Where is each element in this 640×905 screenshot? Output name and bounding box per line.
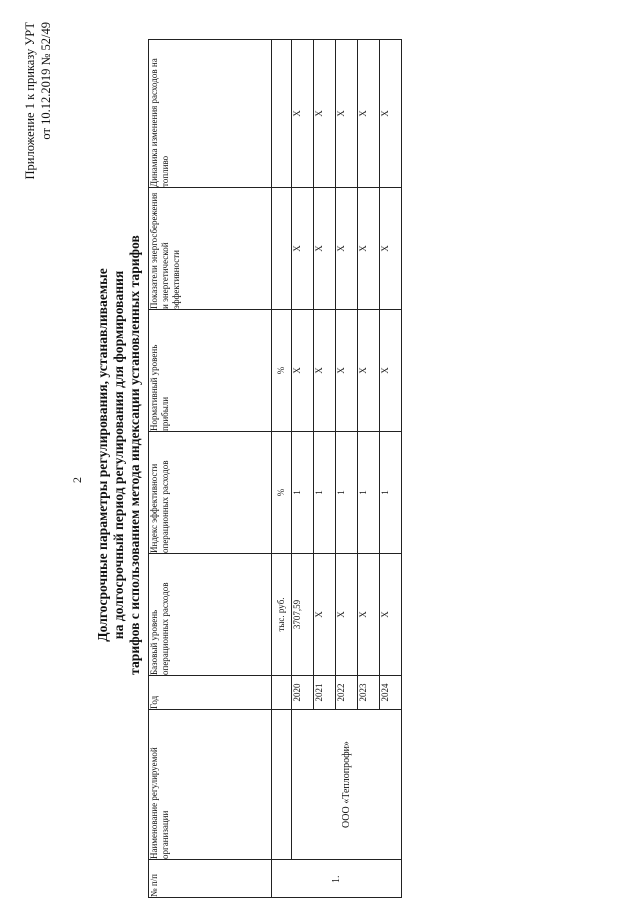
- units-org-empty: [272, 710, 292, 860]
- header-profit-level: Нормативный уровень прибыли: [149, 310, 272, 432]
- title-line-2: на долгосрочный период регулирования для формирования: [111, 270, 126, 640]
- appendix-line-2: от 10.12.2019 № 52/49: [39, 22, 53, 140]
- title-line-1: Долгосрочные параметры регулирования, устанавливаемые: [95, 268, 110, 642]
- appendix-line-1: Приложение 1 к приказу УРТ: [23, 22, 37, 180]
- efficiency-index-cell: 1: [292, 432, 314, 554]
- base-opex-cell: Х: [336, 554, 358, 676]
- header-efficiency-index: Индекс эффективности операционных расходов: [149, 432, 272, 554]
- profit-level-cell: Х: [380, 310, 402, 432]
- header-year: Год: [149, 676, 272, 710]
- year-cell: 2023: [358, 676, 380, 710]
- unit-fuel-empty: [272, 40, 292, 188]
- efficiency-index-cell: 1: [314, 432, 336, 554]
- fuel-dynamics-cell: Х: [380, 40, 402, 188]
- efficiency-index-cell: 1: [358, 432, 380, 554]
- base-opex-cell: Х: [314, 554, 336, 676]
- units-year-empty: [272, 676, 292, 710]
- units-row: [272, 40, 292, 898]
- header-num: № п/п: [149, 860, 272, 898]
- profit-level-cell: Х: [314, 310, 336, 432]
- base-opex-cell: Х: [358, 554, 380, 676]
- unit-profit-level: %: [272, 310, 292, 432]
- energy-saving-cell: Х: [292, 188, 314, 310]
- page-number: 2: [70, 477, 84, 483]
- efficiency-index-cell: 1: [336, 432, 358, 554]
- energy-saving-cell: Х: [314, 188, 336, 310]
- table-row: [292, 40, 314, 898]
- unit-base-opex: тыс. руб.: [272, 554, 292, 676]
- year-cell: 2024: [380, 676, 402, 710]
- fuel-dynamics-cell: Х: [292, 40, 314, 188]
- profit-level-cell: Х: [336, 310, 358, 432]
- header-organization: Наименование регулируемой организации: [149, 710, 272, 860]
- header-base-opex: Базовый уровень операционных расходов: [149, 554, 272, 676]
- fuel-dynamics-cell: Х: [358, 40, 380, 188]
- year-cell: 2021: [314, 676, 336, 710]
- row-number: 1.: [272, 860, 402, 898]
- energy-saving-cell: Х: [380, 188, 402, 310]
- appendix-note: [22, 22, 54, 180]
- year-cell: 2020: [292, 676, 314, 710]
- year-cell: 2022: [336, 676, 358, 710]
- base-opex-cell: Х: [380, 554, 402, 676]
- fuel-dynamics-cell: Х: [336, 40, 358, 188]
- header-fuel-dynamics: Динамика изменения расходов на топливо: [149, 40, 272, 188]
- parameters-table: [148, 39, 402, 898]
- base-opex-cell: 3707,59: [292, 554, 314, 676]
- document-title: [95, 135, 143, 775]
- unit-efficiency-index: %: [272, 432, 292, 554]
- profit-level-cell: Х: [358, 310, 380, 432]
- title-line-3: тарифов с использованием метода индексации установленных тарифов: [127, 235, 142, 675]
- fuel-dynamics-cell: Х: [314, 40, 336, 188]
- energy-saving-cell: Х: [336, 188, 358, 310]
- header-energy-saving: Показатели энергосбережения и энергетической эффективности: [149, 188, 272, 310]
- efficiency-index-cell: 1: [380, 432, 402, 554]
- organization-name: ООО «Теплопрофи»: [292, 710, 402, 860]
- unit-energy-empty: [272, 188, 292, 310]
- profit-level-cell: Х: [292, 310, 314, 432]
- energy-saving-cell: Х: [358, 188, 380, 310]
